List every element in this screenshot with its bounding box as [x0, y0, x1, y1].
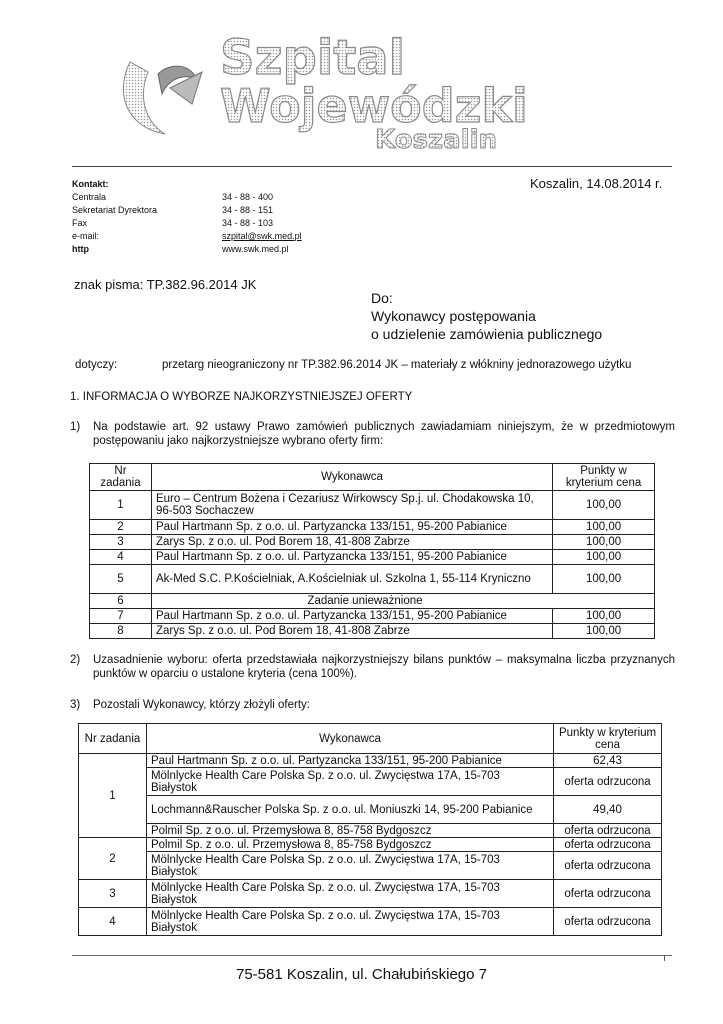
table-row — [90, 594, 655, 609]
table-row — [79, 768, 662, 796]
paragraph-text: Uzasadnienie wyboru: oferta przedstawiała najkorzystniejszy bilans punktów – maksymalna liczba przyznanych punktów w oparciu o ustalone kryteria (cena 100%). — [93, 654, 675, 680]
section-title: 1. INFORMACJA O WYBORZE NAJKORZYSTNIEJSZEJ OFERTY — [70, 391, 413, 403]
cell-nr: 3 — [79, 880, 147, 908]
hospital-logo — [110, 22, 600, 152]
footer-address: 75-581 Koszalin, ul. Chałubińskiego 7 — [236, 966, 487, 983]
cell-wykonawca: Zarys Sp. z o.o. ul. Pod Borem 18, 41-808 Zabrze — [151, 624, 552, 639]
recipient-block — [371, 289, 602, 343]
cell-wykonawca: Polmil Sp. z o.o. ul. Przemysłowa 8, 85-758 Bydgoszcz — [146, 824, 553, 838]
subject-label: dotyczy: — [75, 359, 118, 371]
cell-nr: 2 — [90, 520, 152, 535]
cell-wykonawca: Mölnlycke Health Care Polska Sp. z o.o. ul. Zwycięstwa 17A, 15-703 Białystok — [146, 852, 553, 880]
cell-nr: 1 — [90, 491, 152, 520]
column-header-wykonawca: Wykonawca — [146, 724, 553, 754]
cell-punkty: oferta odrzucona — [554, 768, 662, 796]
cell-nr: 8 — [90, 624, 152, 639]
cell-wykonawca: Paul Hartmann Sp. z o.o. ul. Partyzancka 133/151, 95-200 Pabianice — [151, 550, 552, 565]
logo-emblem-icon — [123, 62, 202, 134]
cell-wykonawca: Lochmann&Rauscher Polska Sp. z o.o. ul. Moniuszki 14, 95-200 Pabianice — [146, 796, 553, 824]
table-row — [79, 754, 662, 768]
cell-wykonawca: Polmil Sp. z o.o. ul. Przemysłowa 8, 85-758 Bydgoszcz — [146, 838, 553, 852]
paragraph-text: Na podstawie art. 92 ustawy Prawo zamówień publicznych zawiadamiam niniejszym, że w przedmiotowym postępowaniu jako najkorzystniejsze wybrano oferty firm: — [93, 421, 675, 447]
cell-punkty: oferta odrzucona — [554, 852, 662, 880]
paragraph-number: 1) — [70, 421, 81, 433]
logo-line3: Koszalin — [375, 125, 498, 152]
contact-label: http — [72, 244, 89, 254]
cell-nr: 2 — [79, 838, 147, 880]
table-row — [90, 550, 655, 565]
paragraph-text: Pozostali Wykonawcy, którzy złożyli oferty: — [93, 699, 310, 711]
selected-offers-table — [89, 463, 655, 639]
cell-punkty: 100,00 — [553, 491, 655, 520]
paragraph-number: 3) — [70, 699, 81, 711]
cell-nr: 5 — [90, 565, 152, 594]
paragraph-number: 2) — [70, 654, 81, 666]
cell-wykonawca: Ak-Med S.C. P.Kościelniak, A.Kościelniak ul. Szkolna 1, 55-114 Kryniczno — [151, 565, 552, 594]
paragraph-1 — [70, 420, 675, 448]
cell-wykonawca: Mölnlycke Health Care Polska Sp. z o.o. ul. Zwycięstwa 17A, 15-703 Białystok — [146, 768, 553, 796]
footer-divider — [72, 955, 672, 956]
cell-nr: 6 — [90, 594, 152, 609]
cell-wykonawca: Mölnlycke Health Care Polska Sp. z o.o. ul. Zwycięstwa 17A, 15-703 Białystok — [146, 880, 553, 908]
column-header-punkty: Punkty w kryterium cena — [553, 464, 655, 491]
cell-punkty: 100,00 — [553, 609, 655, 624]
table-row — [79, 880, 662, 908]
paragraph-2 — [70, 653, 675, 681]
subject-line — [75, 359, 631, 371]
column-header-wykonawca: Wykonawca — [151, 464, 552, 491]
contact-value: 34 - 88 - 151 — [222, 205, 274, 215]
cell-punkty: 62,43 — [554, 754, 662, 768]
footer-tick-mark — [664, 955, 665, 961]
cell-punkty: oferta odrzucona — [554, 824, 662, 838]
cell-punkty: oferta odrzucona — [554, 838, 662, 852]
cell-punkty: 100,00 — [553, 624, 655, 639]
cell-punkty: 100,00 — [553, 550, 655, 565]
column-header-nr: Nr zadania — [90, 464, 152, 491]
logo-line1: Szpital — [220, 30, 406, 86]
table-row — [90, 520, 655, 535]
cell-wykonawca: Paul Hartmann Sp. z o.o. ul. Partyzancka 133/151, 95-200 Pabianice — [146, 754, 553, 768]
recipient-line1: Wykonawcy postępowania — [371, 308, 536, 324]
place-date: Koszalin, 14.08.2014 r. — [530, 176, 663, 191]
contact-label: e-mail: — [72, 231, 100, 241]
table-row — [79, 908, 662, 936]
website-link[interactable]: www.swk.med.pl — [222, 244, 289, 254]
table-row — [79, 838, 662, 852]
table-row — [90, 624, 655, 639]
recipient-do: Do: — [371, 290, 393, 306]
table-row — [79, 824, 662, 838]
logo-line2: Wojewódzki — [220, 79, 528, 133]
table-row — [79, 852, 662, 880]
cell-punkty: 100,00 — [553, 520, 655, 535]
contact-block — [72, 178, 302, 256]
cell-punkty: 100,00 — [553, 535, 655, 550]
cell-nr: 4 — [79, 908, 147, 936]
cell-nr: 4 — [90, 550, 152, 565]
cell-wykonawca: Zadanie unieważnione — [151, 594, 654, 609]
cell-wykonawca: Euro – Centrum Bożena i Cezariusz Wirkowscy Sp.j. ul. Chodakowska 10, 96-503 Sochaczew — [151, 491, 552, 520]
reference-number: znak pisma: TP.382.96.2014 JK — [74, 277, 257, 292]
cell-nr: 3 — [90, 535, 152, 550]
column-header-nr: Nr zadania — [79, 724, 147, 754]
cell-punkty: oferta odrzucona — [554, 880, 662, 908]
contact-label: Fax — [72, 218, 88, 228]
cell-nr: 1 — [79, 754, 147, 838]
cell-wykonawca: Paul Hartmann Sp. z o.o. ul. Partyzancka 133/151, 95-200 Pabianice — [151, 609, 552, 624]
contact-heading: Kontakt: — [72, 179, 109, 189]
table-row — [90, 609, 655, 624]
cell-punkty: 49,40 — [554, 796, 662, 824]
contact-label: Sekretariat Dyrektora — [72, 205, 158, 215]
contact-value: 34 - 88 - 400 — [222, 192, 274, 202]
contact-label: Centrala — [72, 192, 107, 202]
contact-value: 34 - 88 - 103 — [222, 218, 274, 228]
paragraph-3 — [70, 698, 675, 712]
cell-wykonawca: Zarys Sp. z o.o. ul. Pod Borem 18, 41-808 Zabrze — [151, 535, 552, 550]
table-row — [90, 535, 655, 550]
table-row — [90, 565, 655, 594]
cell-nr: 7 — [90, 609, 152, 624]
cell-punkty: oferta odrzucona — [554, 908, 662, 936]
column-header-punkty: Punkty w kryterium cena — [554, 724, 662, 754]
table-row — [79, 796, 662, 824]
email-link[interactable]: szpital@swk.med.pl — [222, 231, 302, 241]
table-row — [90, 491, 655, 520]
cell-punkty: 100,00 — [553, 565, 655, 594]
other-offers-table — [78, 723, 662, 936]
recipient-line2: o udzielenie zamówienia publicznego — [371, 326, 603, 342]
cell-wykonawca: Mölnlycke Health Care Polska Sp. z o.o. ul. Zwycięstwa 17A, 15-703 Białystok — [146, 908, 553, 936]
cell-wykonawca: Paul Hartmann Sp. z o.o. ul. Partyzancka 133/151, 95-200 Pabianice — [151, 520, 552, 535]
header-divider — [72, 166, 672, 167]
subject-text: przetarg nieograniczony nr TP.382.96.2014 JK – materiały z włókniny jednorazowego użytku — [162, 359, 632, 371]
